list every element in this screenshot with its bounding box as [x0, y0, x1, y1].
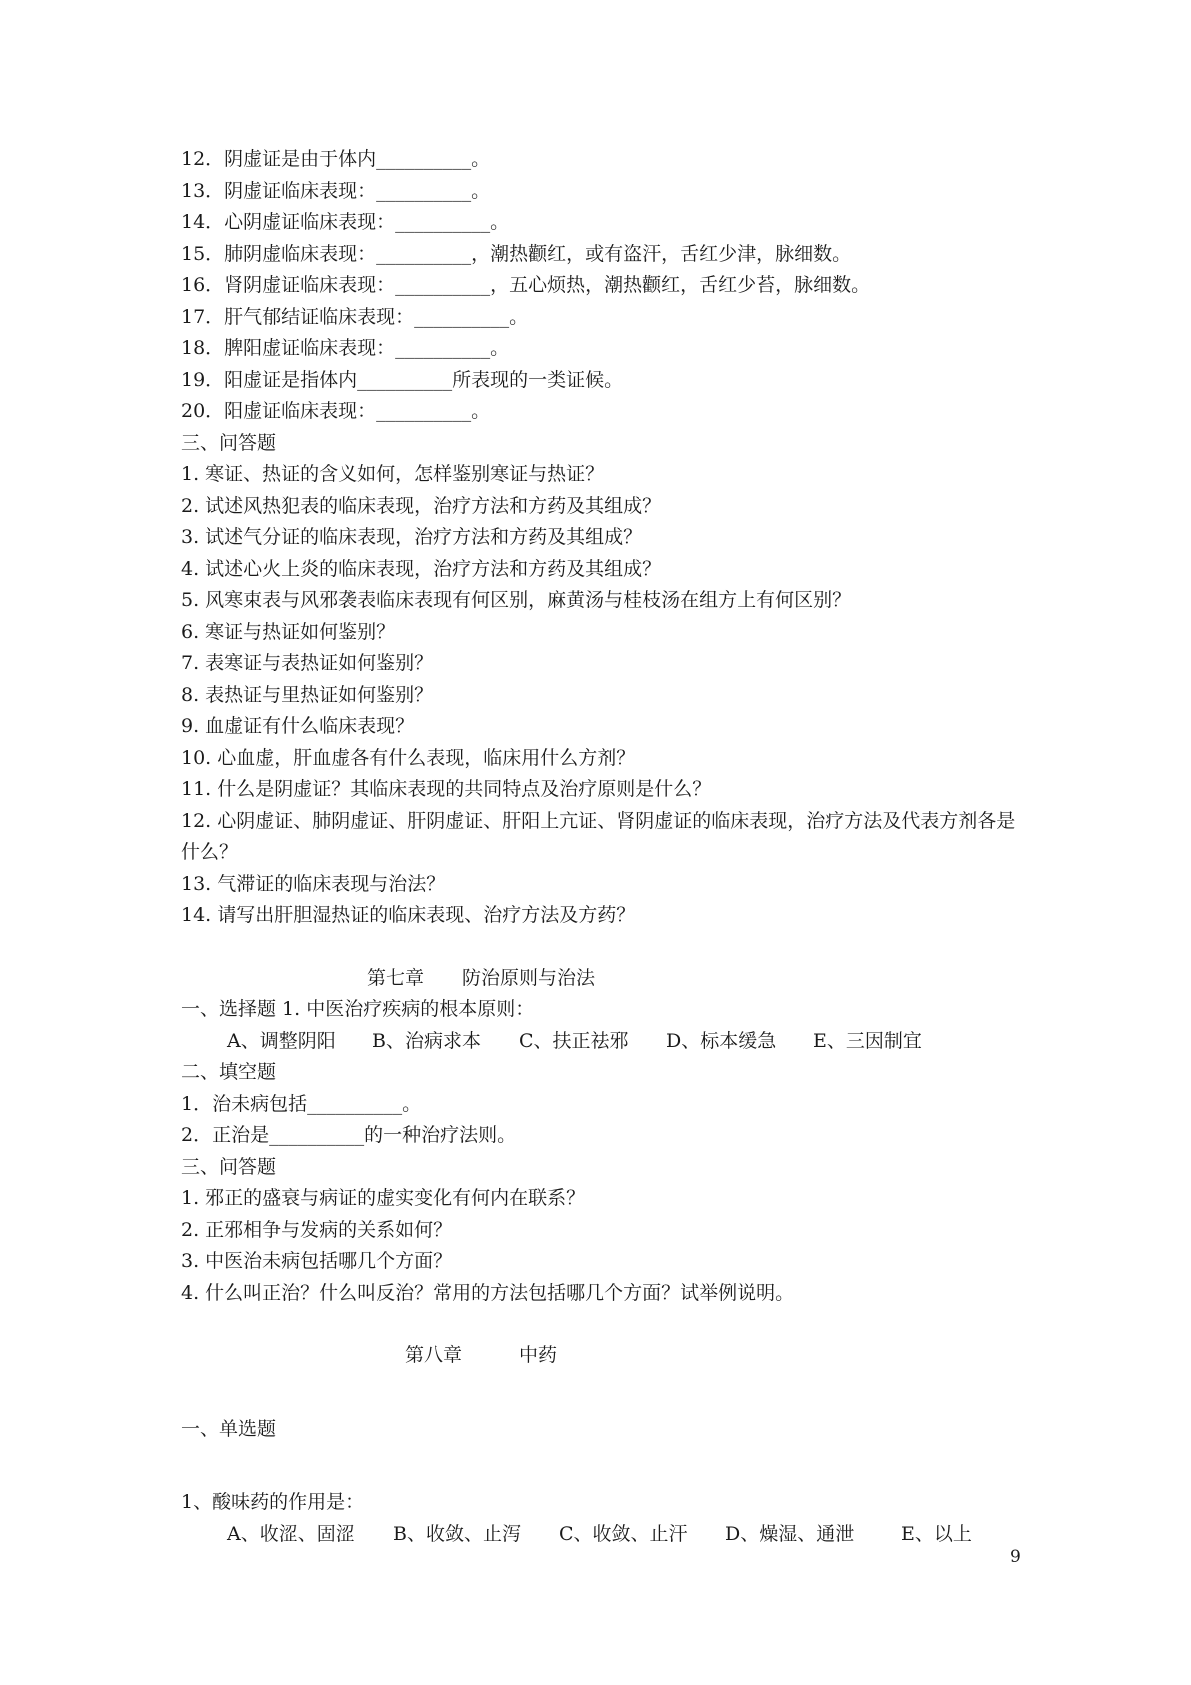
chapter8-question: 1、酸味药的作用是：: [181, 1491, 365, 1513]
page-number: 9: [1010, 1547, 1021, 1567]
fill-item: 19．阳虚证是指体内__________所表现的一类证候。: [181, 368, 624, 391]
choice-option: E、以上: [901, 1522, 972, 1545]
qa-item: 6. 寒证与热证如何鉴别？: [181, 620, 396, 643]
qa-item: 5. 风寒束表与风邪袭表临床表现有何区别，麻黄汤与桂枝汤在组方上有何区别？: [181, 589, 852, 611]
choice-option: B、收敛、止泻: [393, 1522, 521, 1545]
qa-item: 2. 正邪相争与发病的关系如何？: [181, 1218, 453, 1241]
spacer: [181, 1372, 1031, 1414]
spacer: [181, 1309, 1031, 1340]
chapter7-choice-question: 一、选择题 1. 中医治疗疾病的根本原则：: [181, 998, 535, 1020]
chapter7-choices: [181, 1026, 1031, 1058]
spacer: [181, 1445, 1031, 1487]
qa-item: 10. 心血虚，肝血虚各有什么表现，临床用什么方剂？: [181, 746, 636, 769]
choice-option: A、调整阴阳: [227, 1029, 336, 1052]
qa-item: 1. 寒证、热证的含义如何，怎样鉴别寒证与热证？: [181, 463, 605, 485]
fill-item: 12．阴虚证是由于体内__________。: [181, 148, 491, 170]
qa-list: [181, 459, 1031, 932]
choice-option: C、扶正祛邪: [519, 1029, 629, 1052]
qa-item: 12. 心阴虚证、肺阴虚证、肝阴虚证、肝阳上亢证、肾阴虚证的临床表现，治疗方法及代表方剂各是什么？: [181, 809, 1016, 863]
choice-option: A、收涩、固涩: [227, 1522, 355, 1545]
choice-option: C、收敛、止汗: [559, 1522, 688, 1545]
qa-item: 3. 试述气分证的临床表现，治疗方法和方药及其组成？: [181, 526, 643, 548]
fill-item: 16．肾阴虚证临床表现：__________，五心烦热，潮热颧红，舌红少苔，脉细数。: [181, 274, 871, 296]
qa-item: 4. 什么叫正治？什么叫反治？常用的方法包括哪几个方面？试举例说明。: [181, 1281, 795, 1304]
qa-item: 7. 表寒证与表热证如何鉴别？: [181, 652, 434, 674]
choice-option: D、燥湿、通泄: [725, 1522, 855, 1545]
qa-item: 3. 中医治未病包括哪几个方面？: [181, 1250, 453, 1272]
section-heading-qa: 三、问答题: [181, 431, 277, 454]
fill-item: 17．肝气郁结证临床表现：__________。: [181, 305, 529, 328]
fill-item: 1．治未病包括__________。: [181, 1092, 422, 1115]
chapter7-title: 第七章 防治原则与治法: [366, 966, 595, 989]
page-content: [181, 144, 1031, 1550]
chapter7-fill-heading: 二、填空题: [181, 1061, 277, 1083]
fill-item: 13．阴虚证临床表现：__________。: [181, 179, 491, 202]
qa-item: 14. 请写出肝胆湿热证的临床表现、治疗方法及方药？: [181, 904, 636, 926]
qa-item: 8. 表热证与里热证如何鉴别？: [181, 683, 434, 706]
qa-item: 1. 邪正的盛衰与病证的虚实变化有何内在联系？: [181, 1187, 586, 1209]
chapter7-qa-heading: 三、问答题: [181, 1155, 277, 1178]
chapter8-single-heading: 一、单选题: [181, 1417, 277, 1440]
choice-option: B、治病求本: [372, 1029, 481, 1052]
qa-item: 4. 试述心火上炎的临床表现，治疗方法和方药及其组成？: [181, 557, 662, 580]
choice-option: E、三因制宜: [813, 1029, 922, 1052]
qa-item: 11. 什么是阴虚证？其临床表现的共同特点及治疗原则是什么？: [181, 778, 712, 800]
fill-item: 18．脾阳虚证临床表现：__________。: [181, 337, 510, 359]
spacer: [181, 932, 1031, 963]
fill-in-list: [181, 144, 1031, 428]
qa-item: 13. 气滞证的临床表现与治法？: [181, 872, 446, 895]
fill-item: 20．阳虚证临床表现：__________。: [181, 400, 491, 422]
chapter8-title: 第八章 中药: [404, 1344, 557, 1366]
fill-item: 14．心阴虚证临床表现：__________。: [181, 211, 510, 233]
qa-item: 9. 血虚证有什么临床表现？: [181, 715, 415, 737]
qa-item: 2. 试述风热犯表的临床表现，治疗方法和方药及其组成？: [181, 494, 662, 517]
fill-item: 2．正治是__________的一种治疗法则。: [181, 1124, 517, 1146]
choice-option: D、标本缓急: [666, 1029, 777, 1052]
chapter8-choices: [181, 1519, 1031, 1551]
fill-item: 15．肺阴虚临床表现：__________，潮热颧红，或有盗汗，舌红少津，脉细数。: [181, 242, 852, 265]
